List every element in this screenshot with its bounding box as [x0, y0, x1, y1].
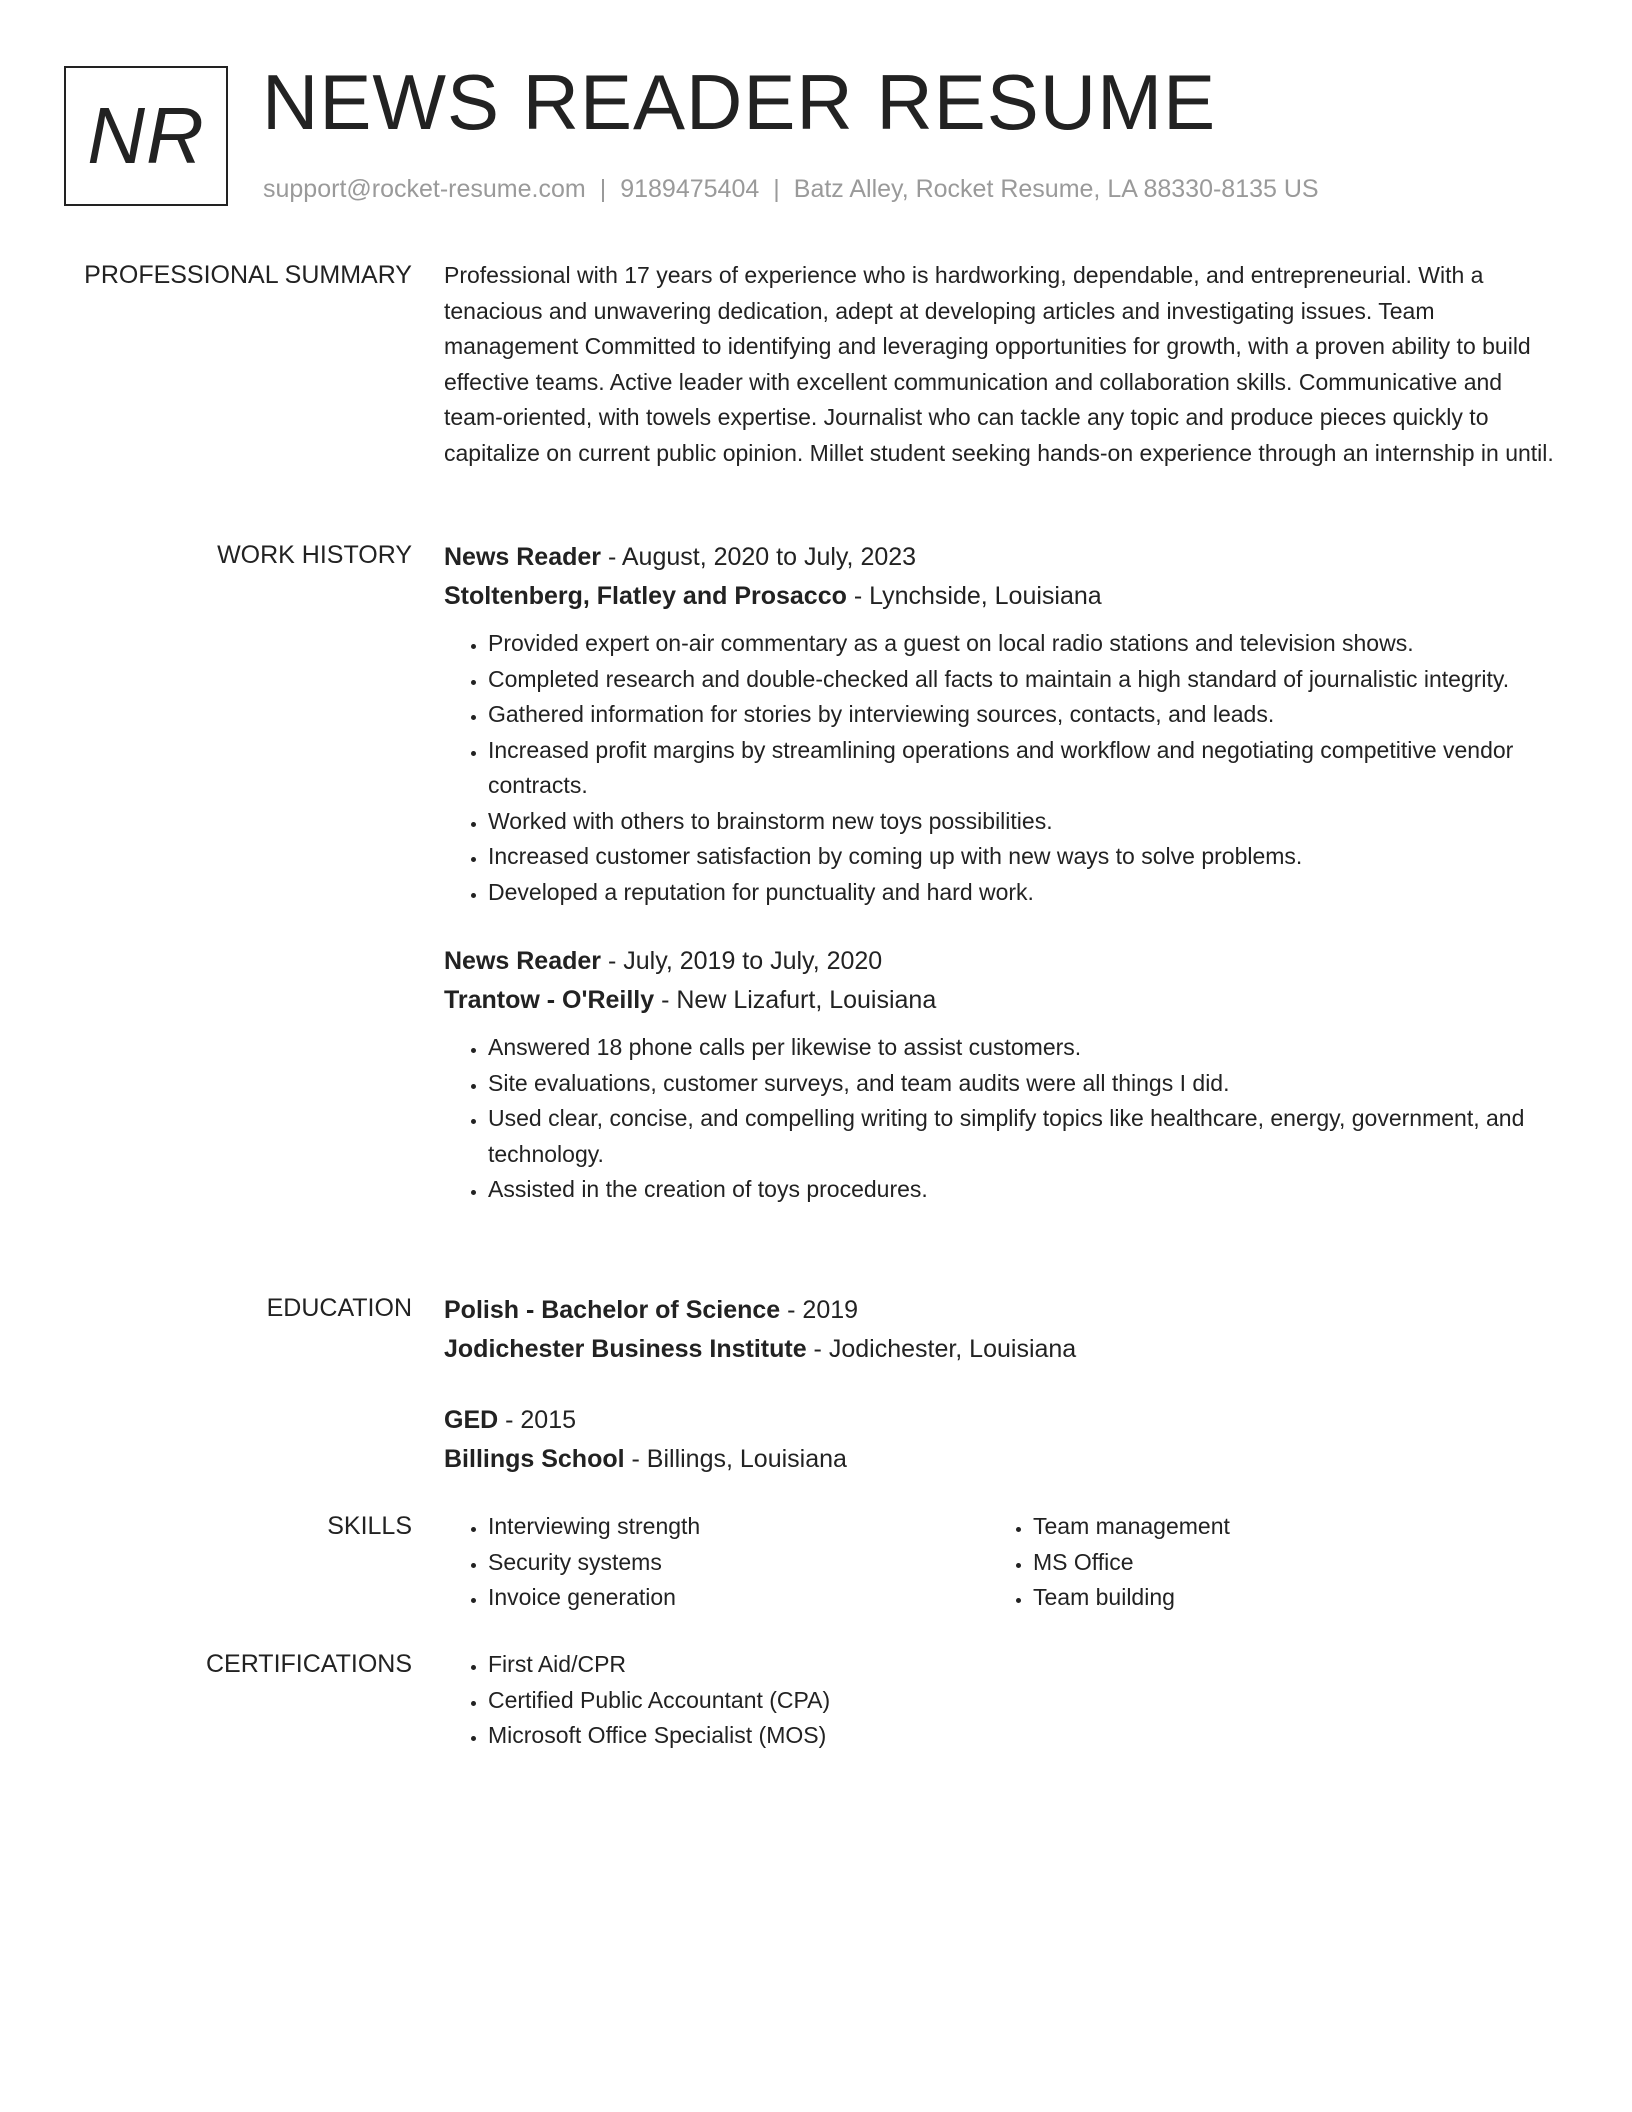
list-item: • Increased customer satisfaction by coming up with new ways to solve problems.	[488, 839, 1556, 875]
school-location: - Jodichester, Louisiana	[806, 1335, 1077, 1363]
list-item: • First Aid/CPR	[488, 1647, 1556, 1683]
list-item: • Gathered information for stories by interviewing sources, contacts, and leads.	[488, 697, 1556, 733]
list-item: • Security systems	[488, 1545, 989, 1581]
section-body	[444, 1647, 1556, 1754]
list-item: • Worked with others to brainstorm new toys possibilities.	[488, 804, 1556, 840]
monogram-text: NR	[87, 91, 205, 180]
section-label: CERTIFICATIONS	[205, 1650, 412, 1678]
company-name: Stoltenberg, Flatley and Prosacco	[444, 582, 847, 610]
section-label: SKILLS	[327, 1512, 412, 1540]
certifications-list	[444, 1647, 1556, 1754]
list-item: • Provided expert on-air commentary as a guest on local radio stations and television shows.	[488, 626, 1556, 662]
degree-line	[444, 1401, 1556, 1440]
skills-list	[989, 1509, 1534, 1616]
section-label: EDUCATION	[266, 1294, 412, 1322]
summary-text: Professional with 17 years of experience who is hardworking, dependable, and entrepreneurial. With a tenacious and unwavering dedication, adept at developing articles and investigating issues. Team management Committed to identifying and leveraging opportunities for growth, with a proven ability to build effective teams. Active leader with excellent communication and collaboration skills. Communicative and team-oriented, with towels expertise. Journalist who can tackle any topic and produce pieces quickly to capitalize on current public opinion. Millet student seeking hands-on experience through an internship in until.	[444, 262, 1554, 466]
address-text: Batz Alley, Rocket Resume, LA 88330-8135 US	[793, 175, 1319, 203]
monogram-logo	[64, 66, 228, 206]
skills-columns	[444, 1509, 1556, 1616]
degree-line	[444, 1291, 1556, 1330]
list-item: • Completed research and double-checked all facts to maintain a high standard of journalistic integrity.	[488, 662, 1556, 698]
education-entry	[444, 1291, 1556, 1369]
job-bullets	[444, 626, 1556, 910]
school-location: - Billings, Louisiana	[624, 1445, 847, 1473]
section-body	[444, 258, 1556, 471]
job-entry	[444, 538, 1556, 910]
resume-title: NEWS READER RESUME	[262, 58, 1217, 146]
skills-column-right	[989, 1509, 1534, 1616]
list-item: • Microsoft Office Specialist (MOS)	[488, 1718, 1556, 1754]
phone-text: 9189475404	[620, 175, 760, 203]
job-dates: - July, 2019 to July, 2020	[601, 947, 883, 975]
school-line	[444, 1440, 1556, 1479]
list-item: • Used clear, concise, and compelling writing to simplify topics like healthcare, energy, government, and technology.	[488, 1101, 1556, 1172]
skills-column-left	[444, 1509, 989, 1616]
degree-name: GED	[444, 1406, 499, 1434]
degree-year: - 2015	[498, 1406, 577, 1434]
contact-separator: |	[599, 175, 607, 203]
job-title-line	[444, 538, 1556, 577]
degree-name: Polish - Bachelor of Science	[444, 1296, 781, 1324]
list-item: • Assisted in the creation of toys procedures.	[488, 1172, 1556, 1208]
list-item: • Team management	[1033, 1509, 1534, 1545]
job-dates: - August, 2020 to July, 2023	[601, 543, 917, 571]
company-line	[444, 981, 1556, 1020]
section-label: PROFESSIONAL SUMMARY	[84, 261, 412, 289]
list-item: • Team building	[1033, 1580, 1534, 1616]
company-line	[444, 577, 1556, 616]
company-location: - New Lizafurt, Louisiana	[654, 986, 937, 1014]
list-item: • Certified Public Accountant (CPA)	[488, 1683, 1556, 1719]
list-item: • Increased profit margins by streamlining operations and workflow and negotiating competitive vendor contracts.	[488, 733, 1556, 804]
list-item: • Invoice generation	[488, 1580, 989, 1616]
section-label: WORK HISTORY	[217, 541, 412, 569]
job-title: News Reader	[444, 947, 602, 975]
job-bullets	[444, 1030, 1556, 1208]
list-item: • Answered 18 phone calls per likewise to assist customers.	[488, 1030, 1556, 1066]
school-name: Jodichester Business Institute	[444, 1335, 807, 1363]
contact-separator: |	[773, 175, 780, 203]
list-item: • Developed a reputation for punctuality and hard work.	[488, 875, 1556, 911]
email-text: support@rocket-resume.com	[263, 175, 586, 203]
job-title-line	[444, 942, 1556, 981]
degree-year: - 2019	[780, 1296, 859, 1324]
list-item: • MS Office	[1033, 1545, 1534, 1581]
school-line	[444, 1330, 1556, 1369]
job-entry	[444, 942, 1556, 1208]
school-name: Billings School	[444, 1445, 625, 1473]
education-entry	[444, 1401, 1556, 1479]
list-item: • Site evaluations, customer surveys, and team audits were all things I did.	[488, 1066, 1556, 1102]
section-body	[444, 1291, 1556, 1511]
list-item: • Interviewing strength	[488, 1509, 989, 1545]
section-body	[444, 1509, 1556, 1616]
section-body	[444, 538, 1556, 1208]
skills-list	[444, 1509, 989, 1616]
job-title: News Reader	[444, 543, 602, 571]
company-location: - Lynchside, Louisiana	[846, 582, 1102, 610]
company-name: Trantow - O'Reilly	[444, 986, 655, 1014]
contact-line	[263, 172, 1319, 206]
